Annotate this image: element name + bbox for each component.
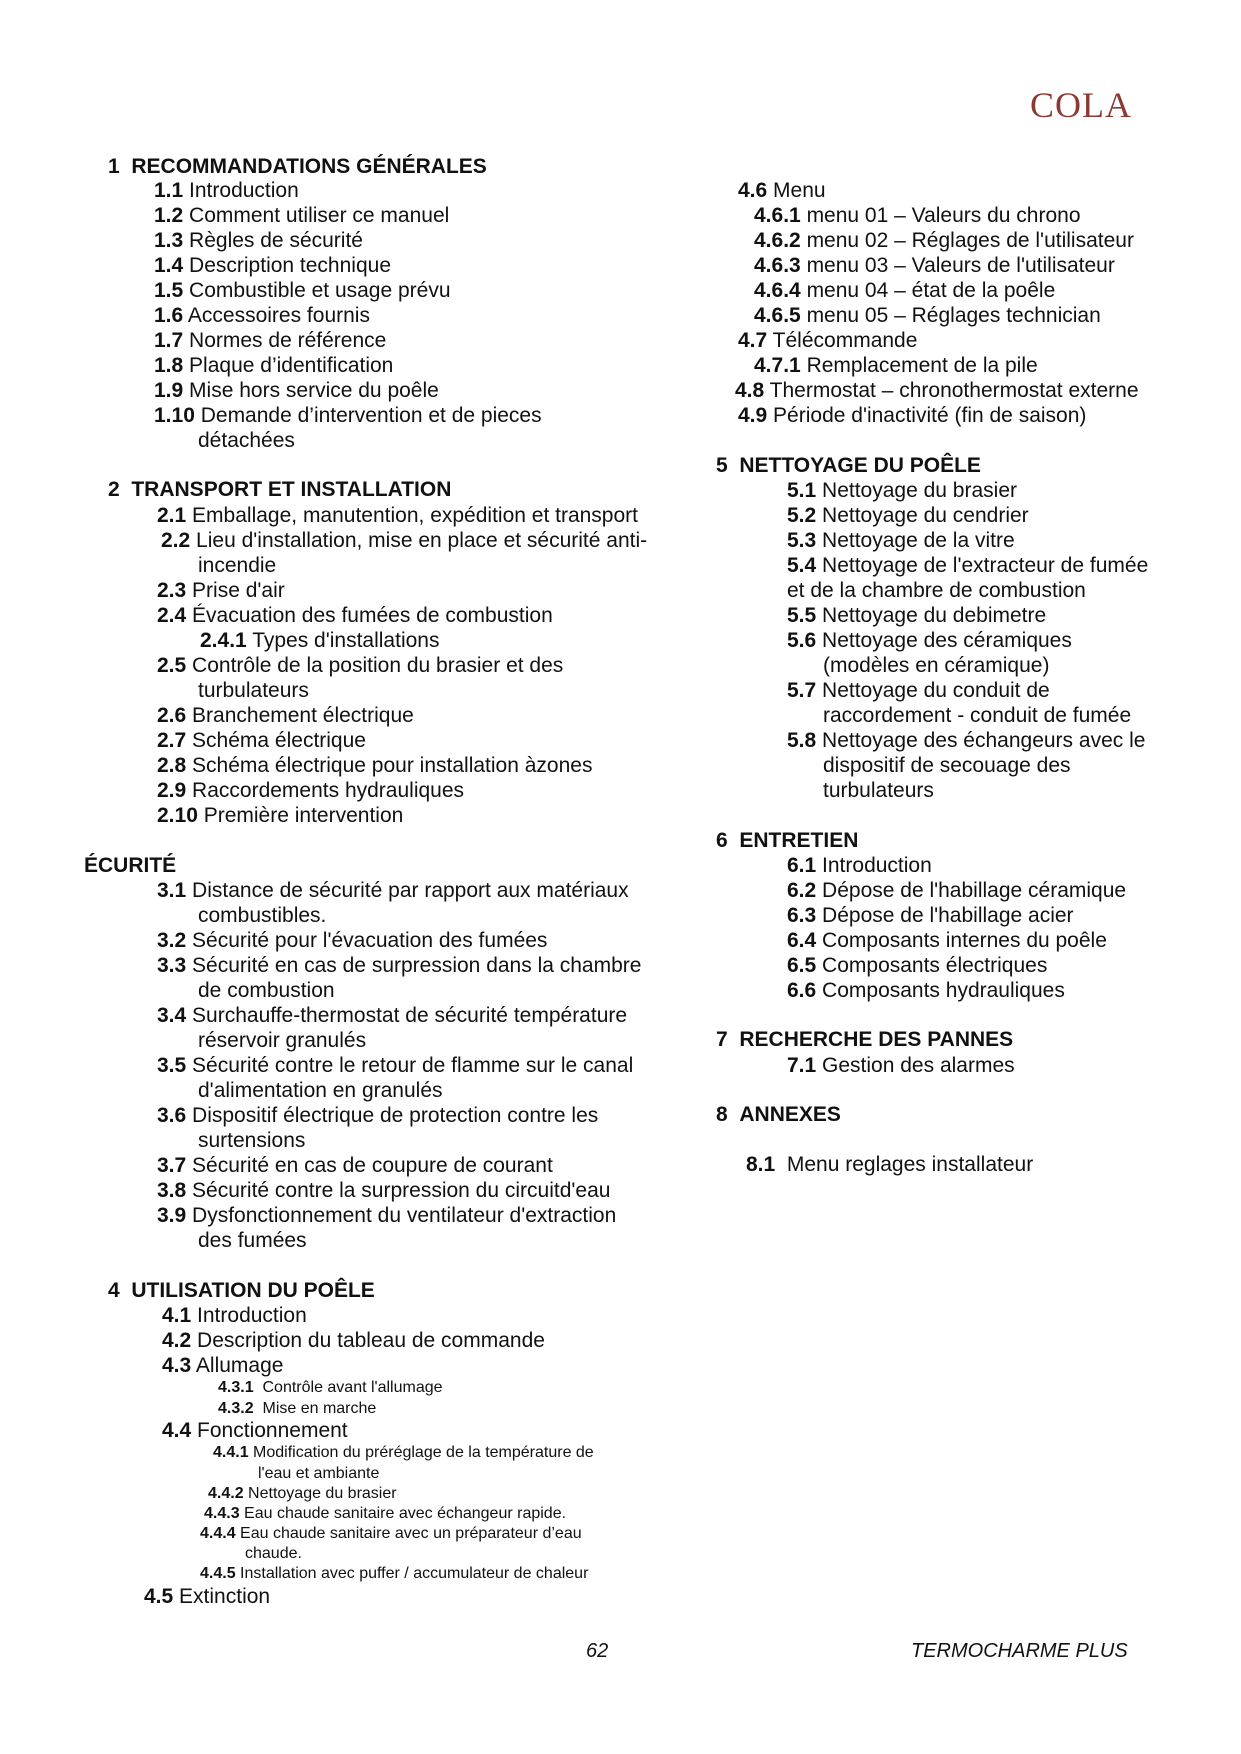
- section-7-heading[interactable]: 7 RECHERCHE DES PANNES: [716, 1028, 1014, 1051]
- toc-entry-continuation: turbulateurs: [823, 779, 934, 802]
- toc-entry[interactable]: 4.9 Période d'inactivité (fin de saison): [738, 404, 1087, 427]
- toc-entry[interactable]: 1.6 Accessoires fournis: [154, 304, 370, 327]
- toc-entry[interactable]: 4.4.1 Modification du préréglage de la température de: [213, 1444, 594, 1461]
- section-1-heading[interactable]: 1 RECOMMANDATIONS GÉNÉRALES: [108, 155, 487, 178]
- toc-entry[interactable]: 2.9 Raccordements hydrauliques: [157, 779, 465, 802]
- section-8-heading[interactable]: 8 ANNEXES: [716, 1103, 841, 1126]
- toc-entry[interactable]: 1.8 Plaque d’identification: [154, 354, 394, 377]
- toc-entry[interactable]: 2.4 Évacuation des fumées de combustion: [157, 604, 553, 627]
- toc-entry[interactable]: 4.4.4 Eau chaude sanitaire avec un préparateur d’eau: [200, 1525, 582, 1542]
- toc-entry[interactable]: 7.1 Gestion des alarmes: [787, 1054, 1015, 1077]
- toc-entry[interactable]: 1.9 Mise hors service du poêle: [154, 379, 439, 402]
- toc-entry[interactable]: 2.10 Première intervention: [157, 804, 404, 827]
- toc-entry[interactable]: 4.8 Thermostat – chronothermostat externe: [735, 379, 1139, 402]
- toc-entry[interactable]: 5.6 Nettoyage des céramiques: [787, 629, 1072, 652]
- toc-entry[interactable]: 3.6 Dispositif électrique de protection contre les: [157, 1104, 599, 1127]
- toc-entry-continuation: (modèles en céramique): [823, 654, 1050, 677]
- toc-entry[interactable]: 4.6.3 menu 03 – Valeurs de l'utilisateur: [754, 254, 1115, 277]
- toc-entry[interactable]: 3.5 Sécurité contre le retour de flamme sur le canal: [157, 1054, 634, 1077]
- toc-entry[interactable]: 5.1 Nettoyage du brasier: [787, 479, 1017, 502]
- toc-entry-continuation: combustibles.: [198, 904, 327, 927]
- toc-entry[interactable]: 2.1 Emballage, manutention, expédition et transport: [157, 504, 638, 527]
- toc-entry[interactable]: 1.4 Description technique: [154, 254, 391, 277]
- section-5-heading[interactable]: 5 NETTOYAGE DU POÊLE: [716, 454, 981, 477]
- toc-entry[interactable]: 3.7 Sécurité en cas de coupure de courant: [157, 1154, 553, 1177]
- section-3-heading[interactable]: ÉCURITÉ: [84, 854, 177, 877]
- toc-entry[interactable]: 6.2 Dépose de l'habillage céramique: [787, 879, 1127, 902]
- toc-entry[interactable]: 3.2 Sécurité pour l'évacuation des fumées: [157, 929, 548, 952]
- toc-entry[interactable]: 1.2 Comment utiliser ce manuel: [154, 204, 450, 227]
- toc-entry[interactable]: 2.8 Schéma électrique pour installation àzones: [157, 754, 593, 777]
- toc-entry[interactable]: 2.6 Branchement électrique: [157, 704, 414, 727]
- toc-entry[interactable]: 4.3 Allumage: [162, 1354, 284, 1377]
- toc-entry[interactable]: 2.2 Lieu d'installation, mise en place et sécurité anti-: [161, 529, 648, 552]
- document-title: TERMOCHARME PLUS: [911, 1640, 1128, 1662]
- page-number: 62: [586, 1640, 609, 1662]
- toc-entry[interactable]: 4.6 Menu: [738, 179, 826, 202]
- toc-entry[interactable]: 5.3 Nettoyage de la vitre: [787, 529, 1015, 552]
- toc-entry[interactable]: 6.5 Composants électriques: [787, 954, 1048, 977]
- toc-entry-continuation: détachées: [198, 429, 295, 452]
- toc-entry-continuation: turbulateurs: [198, 679, 309, 702]
- toc-entry[interactable]: 2.5 Contrôle de la position du brasier et des: [157, 654, 564, 677]
- toc-entry-continuation: chaude.: [245, 1545, 302, 1562]
- section-4-heading[interactable]: 4 UTILISATION DU POÊLE: [108, 1279, 375, 1302]
- toc-entry[interactable]: 6.4 Composants internes du poêle: [787, 929, 1107, 952]
- toc-entry[interactable]: 3.1 Distance de sécurité par rapport aux matériaux: [157, 879, 629, 902]
- toc-entry-continuation: l'eau et ambiante: [258, 1465, 380, 1482]
- toc-entry[interactable]: 4.3.2 Mise en marche: [218, 1400, 377, 1417]
- toc-entry-continuation: de combustion: [198, 979, 335, 1002]
- toc-entry[interactable]: 2.3 Prise d'air: [157, 579, 285, 602]
- toc-entry-continuation: raccordement - conduit de fumée: [823, 704, 1132, 727]
- section-2-heading[interactable]: 2 TRANSPORT ET INSTALLATION: [108, 478, 452, 501]
- toc-entry[interactable]: 1.5 Combustible et usage prévu: [154, 279, 451, 302]
- toc-entry[interactable]: 3.4 Surchauffe-thermostat de sécurité température: [157, 1004, 628, 1027]
- section-6-heading[interactable]: 6 ENTRETIEN: [716, 829, 859, 852]
- toc-entry-continuation: surtensions: [198, 1129, 306, 1152]
- toc-entry[interactable]: 4.4 Fonctionnement: [162, 1419, 348, 1442]
- toc-entry[interactable]: 5.4 Nettoyage de l'extracteur de fumée: [787, 554, 1149, 577]
- toc-entry[interactable]: 4.6.4 menu 04 – état de la poêle: [754, 279, 1056, 302]
- toc-entry[interactable]: 4.3.1 Contrôle avant l'allumage: [218, 1379, 443, 1396]
- toc-entry[interactable]: 4.6.2 menu 02 – Réglages de l'utilisateur: [754, 229, 1134, 252]
- toc-entry[interactable]: 4.6.1 menu 01 – Valeurs du chrono: [754, 204, 1081, 227]
- toc-entry[interactable]: 4.4.5 Installation avec puffer / accumulateur de chaleur: [200, 1565, 589, 1582]
- toc-entry-continuation: des fumées: [198, 1229, 307, 1252]
- toc-entry[interactable]: 1.10 Demande d’intervention et de pieces: [154, 404, 542, 427]
- toc-entry[interactable]: 4.1 Introduction: [162, 1304, 307, 1327]
- toc-entry[interactable]: 3.8 Sécurité contre la surpression du circuitd'eau: [157, 1179, 611, 1202]
- toc-entry-continuation: dispositif de secouage des: [823, 754, 1071, 777]
- toc-entry-continuation: incendie: [198, 554, 277, 577]
- toc-entry-continuation: d'alimentation en granulés: [198, 1079, 443, 1102]
- toc-entry-continuation: et de la chambre de combustion: [787, 579, 1086, 602]
- toc-entry[interactable]: 6.1 Introduction: [787, 854, 932, 877]
- toc-entry[interactable]: 4.2 Description du tableau de commande: [162, 1329, 545, 1352]
- toc-entry[interactable]: 4.7.1 Remplacement de la pile: [754, 354, 1038, 377]
- toc-entry-continuation: réservoir granulés: [198, 1029, 367, 1052]
- toc-entry[interactable]: 2.4.1 Types d'installations: [200, 629, 440, 652]
- toc-entry[interactable]: 4.5 Extinction: [144, 1585, 271, 1608]
- toc-entry[interactable]: 3.3 Sécurité en cas de surpression dans la chambre: [157, 954, 642, 977]
- toc-entry[interactable]: 4.6.5 menu 05 – Réglages technician: [754, 304, 1101, 327]
- toc-entry[interactable]: 2.7 Schéma électrique: [157, 729, 366, 752]
- toc-entry[interactable]: 4.4.2 Nettoyage du brasier: [208, 1485, 397, 1502]
- toc-entry[interactable]: 1.1 Introduction: [154, 179, 299, 202]
- toc-entry[interactable]: 4.4.3 Eau chaude sanitaire avec échangeur rapide.: [204, 1505, 567, 1522]
- toc-entry[interactable]: 5.8 Nettoyage des échangeurs avec le: [787, 729, 1146, 752]
- toc-entry[interactable]: 6.3 Dépose de l'habillage acier: [787, 904, 1074, 927]
- toc-entry[interactable]: 3.9 Dysfonctionnement du ventilateur d'extraction: [157, 1204, 617, 1227]
- toc-entry[interactable]: 5.2 Nettoyage du cendrier: [787, 504, 1029, 527]
- brand-logo: COLA: [1030, 85, 1132, 125]
- toc-entry[interactable]: 4.7 Télécommande: [738, 329, 918, 352]
- toc-entry[interactable]: 1.3 Règles de sécurité: [154, 229, 363, 252]
- toc-entry[interactable]: 5.7 Nettoyage du conduit de: [787, 679, 1050, 702]
- toc-entry[interactable]: 6.6 Composants hydrauliques: [787, 979, 1065, 1002]
- toc-entry[interactable]: 1.7 Normes de référence: [154, 329, 387, 352]
- toc-entry[interactable]: 8.1 Menu reglages installateur: [746, 1153, 1034, 1176]
- toc-entry[interactable]: 5.5 Nettoyage du debimetre: [787, 604, 1047, 627]
